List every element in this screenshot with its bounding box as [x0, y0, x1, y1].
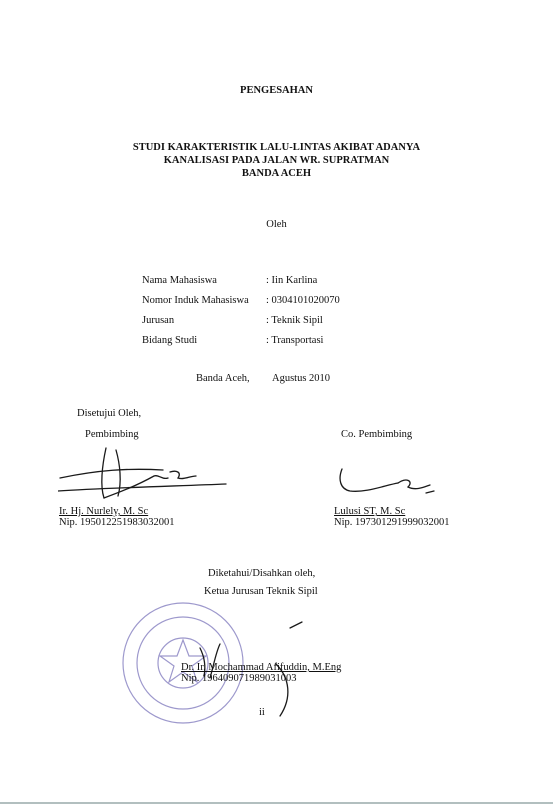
- advisor-name: Ir. Hj. Nurlely, M. Sc: [59, 506, 149, 517]
- info-value-department: : Teknik Sipil: [266, 315, 323, 326]
- signature-advisor-icon: [58, 446, 228, 506]
- date-text: Agustus 2010: [272, 373, 331, 384]
- place-text: Banda Aceh,: [196, 373, 250, 384]
- co-advisor-name: Lulusi ST, M. Sc: [334, 506, 406, 517]
- co-advisor-role: Co. Pembimbing: [341, 429, 413, 440]
- head-title: Ketua Jurusan Teknik Sipil: [204, 586, 318, 597]
- co-advisor-nip: Nip. 197301291999032001: [334, 517, 450, 528]
- approved-text: Disetujui Oleh,: [77, 408, 142, 419]
- info-label-department: Jurusan: [142, 315, 175, 326]
- info-value-field: : Transportasi: [266, 335, 324, 346]
- page-number: ii: [259, 707, 265, 718]
- oleh-text: Oleh: [266, 219, 287, 230]
- page-heading: PENGESAHAN: [240, 85, 313, 96]
- ratified-text: Diketahui/Disahkan oleh,: [208, 568, 316, 579]
- title-line-2: KANALISASI PADA JALAN WR. SUPRATMAN: [163, 155, 390, 166]
- title-line-1: STUDI KARAKTERISTIK LALU-LINTAS AKIBAT ADANYA: [132, 142, 421, 153]
- info-label-nim: Nomor Induk Mahasiswa: [142, 295, 249, 306]
- signature-co-advisor-icon: [336, 463, 446, 503]
- head-name: Dr. Ir. Mochammad Afifuddin, M.Eng: [181, 662, 342, 673]
- info-value-name: : Iin Karlina: [266, 275, 318, 286]
- advisor-role: Pembimbing: [85, 429, 139, 440]
- info-label-name: Nama Mahasiswa: [142, 275, 217, 286]
- info-label-field: Bidang Studi: [142, 335, 198, 346]
- head-nip: Nip. 196409071989031003: [181, 673, 297, 684]
- advisor-nip: Nip. 195012251983032001: [59, 517, 175, 528]
- title-line-3: BANDA ACEH: [241, 168, 312, 179]
- info-value-nim: : 0304101020070: [266, 295, 340, 306]
